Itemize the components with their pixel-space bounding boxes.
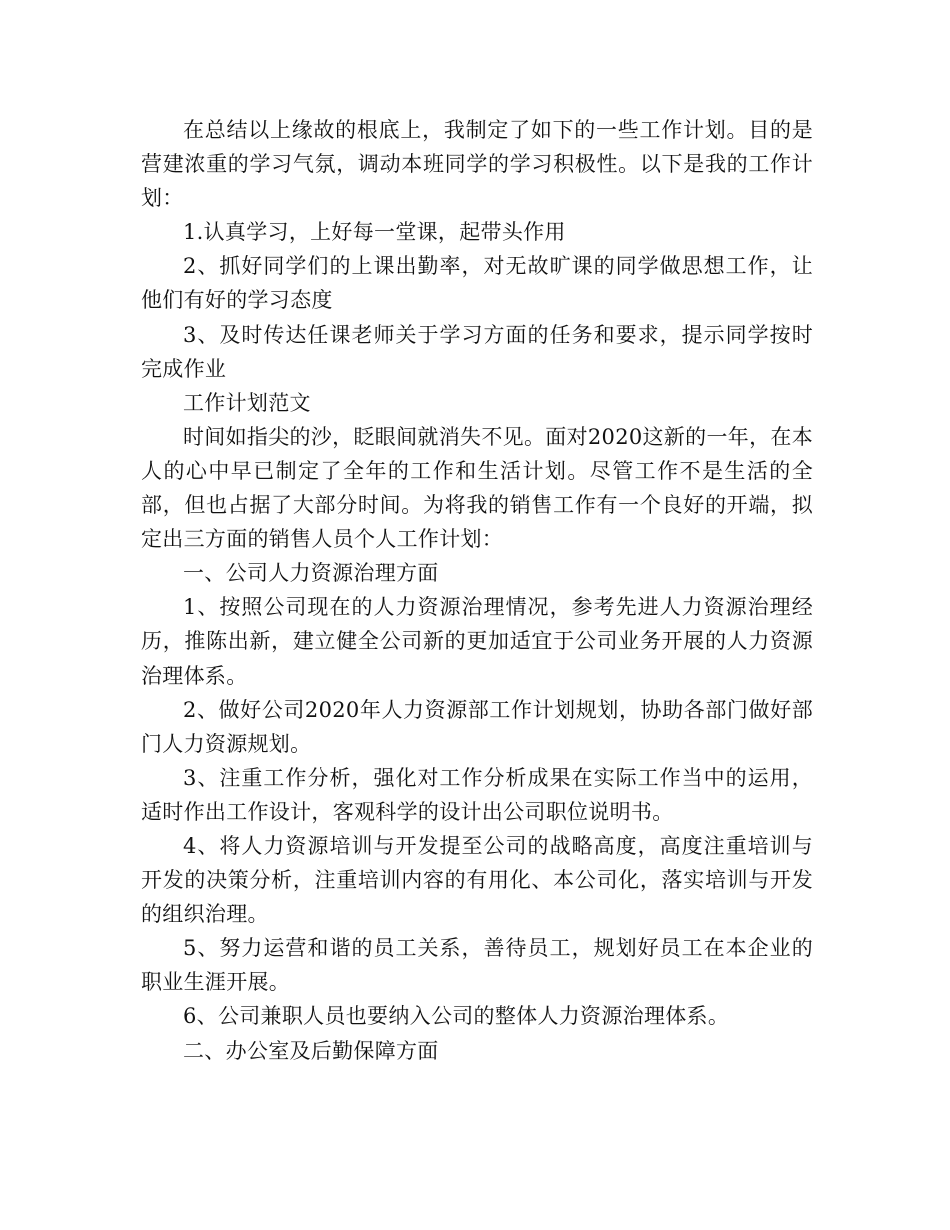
paragraph-hr-2: 2、做好公司2020年人力资源部工作计划规划，协助各部门做好部门人力资源规划。 (141, 697, 813, 756)
paragraph-hr-4: 4、将人力资源培训与开发提至公司的战略高度，高度注重培训与开发的决策分析，注重培训内容的有用化、本公司化，落实培训与开发的组织治理。 (141, 833, 813, 927)
paragraph-sample-intro: 时间如指尖的沙，眨眼间就消失不见。面对2020这新的一年，在本人的心中早已制定了全年的工作和生活计划。尽管工作不是生活的全部，但也占据了大部分时间。为将我的销售工作有一个良好的开端，拟定出三方面的销售人员个人工作计划： (141, 424, 813, 552)
paragraph-hr-5: 5、努力运营和谐的员工关系，善待员工，规划好员工在本企业的职业生涯开展。 (141, 936, 813, 995)
paragraph-hr-3: 3、注重工作分析，强化对工作分析成果在实际工作当中的运用，适时作出工作设计，客观科学的设计出公司职位说明书。 (141, 765, 813, 824)
paragraph-item-2: 2、抓好同学们的上课出勤率，对无故旷课的同学做思想工作，让他们有好的学习态度 (141, 254, 813, 313)
section-heading-sample: 工作计划范文 (183, 390, 311, 415)
document-body (141, 113, 813, 1068)
section-heading-hr: 一、公司人力资源治理方面 (183, 561, 439, 586)
paragraph-item-1: 1.认真学习，上好每一堂课，起带头作用 (183, 220, 566, 245)
paragraph-hr-6: 6、公司兼职人员也要纳入公司的整体人力资源治理体系。 (183, 1004, 730, 1029)
section-heading-office: 二、办公室及后勤保障方面 (183, 1038, 439, 1063)
paragraph-item-3: 3、及时传达任课老师关于学习方面的任务和要求，提示同学按时完成作业 (141, 322, 813, 381)
paragraph-intro: 在总结以上缘故的根底上，我制定了如下的一些工作计划。目的是营建浓重的学习气氛，调动本班同学的学习积极性。以下是我的工作计划： (141, 118, 813, 211)
paragraph-hr-1: 1、按照公司现在的人力资源治理情况，参考先进人力资源治理经历，推陈出新，建立健全公司新的更加适宜于公司业务开展的人力资源治理体系。 (141, 595, 813, 688)
